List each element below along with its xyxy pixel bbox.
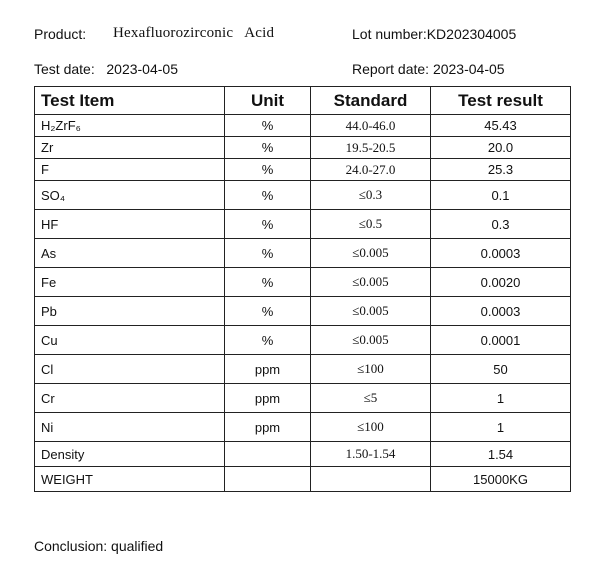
cell-standard: ≤0.3	[311, 181, 431, 210]
table-row	[35, 137, 571, 159]
cell-standard	[311, 467, 431, 492]
table-row	[35, 326, 571, 355]
product-name: Hexafluorozirconic Acid	[113, 25, 275, 41]
cell-unit	[225, 467, 311, 492]
table-row	[35, 297, 571, 326]
cell-test-item: WEIGHT	[35, 467, 225, 492]
cell-unit: %	[225, 326, 311, 355]
table-row	[35, 413, 571, 442]
cell-unit: ppm	[225, 355, 311, 384]
cell-test-result: 1	[431, 384, 571, 413]
lot-number: Lot number:KD202304005	[352, 26, 517, 42]
cell-test-result: 25.3	[431, 159, 571, 181]
table-row	[35, 384, 571, 413]
header-standard: Standard	[311, 87, 431, 115]
cell-unit: %	[225, 297, 311, 326]
cell-unit: %	[225, 268, 311, 297]
cell-test-result: 1.54	[431, 442, 571, 467]
cell-unit: ppm	[225, 384, 311, 413]
cell-standard: 1.50-1.54	[311, 442, 431, 467]
cell-test-result: 0.3	[431, 210, 571, 239]
product-label: Product:	[34, 26, 87, 42]
table-row	[35, 181, 571, 210]
table-row	[35, 268, 571, 297]
cell-standard: ≤0.005	[311, 268, 431, 297]
cell-standard: ≤100	[311, 355, 431, 384]
cell-test-item: Ni	[35, 413, 225, 442]
cell-test-result: 0.1	[431, 181, 571, 210]
table-row	[35, 115, 571, 137]
cell-standard: 44.0-46.0	[311, 115, 431, 137]
cell-test-result: 0.0003	[431, 239, 571, 268]
cell-test-result: 45.43	[431, 115, 571, 137]
header-unit: Unit	[225, 87, 311, 115]
conclusion: Conclusion: qualified	[34, 538, 164, 554]
cell-test-result: 15000KG	[431, 467, 571, 492]
cell-test-result: 0.0003	[431, 297, 571, 326]
cell-test-item: Cu	[35, 326, 225, 355]
cell-unit: ppm	[225, 413, 311, 442]
cell-test-item: F	[35, 159, 225, 181]
cell-standard: ≤0.005	[311, 297, 431, 326]
cell-unit: %	[225, 181, 311, 210]
cell-unit: %	[225, 210, 311, 239]
cell-unit	[225, 442, 311, 467]
header-test-result: Test result	[431, 87, 571, 115]
cell-unit: %	[225, 159, 311, 181]
table-row	[35, 210, 571, 239]
table-row	[35, 467, 571, 492]
cell-test-item: Cl	[35, 355, 225, 384]
table-row	[35, 239, 571, 268]
cell-standard: ≤100	[311, 413, 431, 442]
cell-test-item: HF	[35, 210, 225, 239]
cell-test-result: 0.0020	[431, 268, 571, 297]
cell-unit: %	[225, 137, 311, 159]
cell-standard: 19.5-20.5	[311, 137, 431, 159]
cell-test-result: 1	[431, 413, 571, 442]
cell-standard: ≤0.005	[311, 239, 431, 268]
cell-test-result: 20.0	[431, 137, 571, 159]
cell-test-item: Pb	[35, 297, 225, 326]
cell-test-item: Fe	[35, 268, 225, 297]
cell-test-result: 0.0001	[431, 326, 571, 355]
cell-test-result: 50	[431, 355, 571, 384]
cell-test-item: Density	[35, 442, 225, 467]
table-row	[35, 159, 571, 181]
cell-standard: ≤0.5	[311, 210, 431, 239]
cell-standard: ≤5	[311, 384, 431, 413]
test-results-table	[34, 86, 571, 492]
table-row	[35, 355, 571, 384]
test-date: Test date: 2023-04-05	[34, 61, 178, 77]
cell-test-item: Cr	[35, 384, 225, 413]
cell-unit: %	[225, 115, 311, 137]
table-header-row	[35, 87, 571, 115]
cell-standard: 24.0-27.0	[311, 159, 431, 181]
header-test-item: Test Item	[35, 87, 225, 115]
cell-test-item: SO₄	[35, 181, 225, 210]
cell-test-item: Zr	[35, 137, 225, 159]
table-row	[35, 442, 571, 467]
cell-standard: ≤0.005	[311, 326, 431, 355]
cell-test-item: H₂ZrF₆	[35, 115, 225, 137]
report-date: Report date: 2023-04-05	[352, 61, 505, 77]
cell-test-item: As	[35, 239, 225, 268]
cell-unit: %	[225, 239, 311, 268]
